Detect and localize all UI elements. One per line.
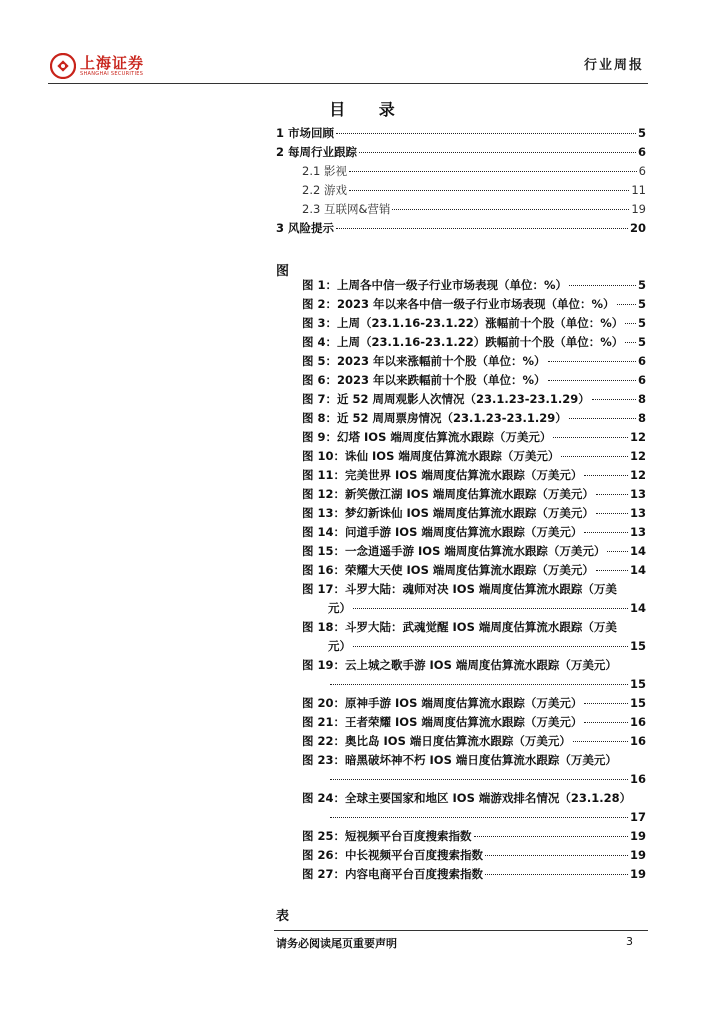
figure-entry[interactable]: 图 9：幻塔 IOS 端周度估算流水跟踪（万美元） 12: [302, 430, 646, 444]
figure-entry[interactable]: 图 6：2023 年以来跌幅前十个股（单位：%） 6: [302, 373, 646, 387]
toc-entry[interactable]: 3 风险提示 20: [276, 221, 646, 235]
figures-heading: 图: [276, 264, 290, 279]
figure-entry[interactable]: 图 1：上周各中信一级子行业市场表现（单位：%） 5: [302, 278, 646, 292]
figure-entry[interactable]: 图 21：王者荣耀 IOS 端周度估算流水跟踪（万美元） 16: [302, 715, 646, 729]
figure-entry[interactable]: 图 26：中长视频平台百度搜索指数 19: [302, 848, 646, 862]
page-number: 3: [626, 935, 633, 948]
figure-entry[interactable]: 图 5：2023 年以来涨幅前十个股（单位：%） 6: [302, 354, 646, 368]
figure-entry[interactable]: 15: [328, 675, 646, 693]
figure-entry[interactable]: 图 2：2023 年以来各中信一级子行业市场表现（单位：%） 5: [302, 297, 646, 311]
figure-entry[interactable]: 图 25：短视频平台百度搜索指数 19: [302, 829, 646, 843]
figure-entry-line1[interactable]: 图 24：全球主要国家和地区 IOS 端游戏排名情况（23.1.28）: [302, 791, 632, 805]
figure-entry[interactable]: 元） 15: [328, 639, 646, 653]
figure-entry[interactable]: 图 12：新笑傲江湖 IOS 端周度估算流水跟踪（万美元） 13: [302, 487, 646, 501]
logo-chinese: 上海证券: [80, 53, 145, 72]
figure-entry[interactable]: 图 10：诛仙 IOS 端周度估算流水跟踪（万美元） 12: [302, 449, 646, 463]
figure-entry[interactable]: 图 7：近 52 周周观影人次情况（23.1.23-23.1.29） 8: [302, 392, 646, 406]
figure-entry[interactable]: 17: [328, 808, 646, 826]
tables-heading: 表: [276, 909, 290, 924]
footer-divider: [274, 930, 648, 931]
figure-entry[interactable]: 图 8：近 52 周周票房情况（23.1.23-23.1.29） 8: [302, 411, 646, 425]
figure-entry[interactable]: 图 3：上周（23.1.16-23.1.22）涨幅前十个股（单位：%） 5: [302, 316, 646, 330]
toc-entry[interactable]: 2.2 游戏 11: [302, 183, 646, 197]
figure-entry[interactable]: 图 22：奥比岛 IOS 端日度估算流水跟踪（万美元） 16: [302, 734, 646, 748]
figure-entry-line1[interactable]: 图 18：斗罗大陆：武魂觉醒 IOS 端周度估算流水跟踪（万美: [302, 620, 617, 634]
figure-entry[interactable]: 图 27：内容电商平台百度搜索指数 19: [302, 867, 646, 881]
toc-entry[interactable]: 1 市场回顾 5: [276, 126, 646, 140]
toc-entry[interactable]: 2.1 影视 6: [302, 164, 646, 178]
figure-entry[interactable]: 元） 14: [328, 601, 646, 615]
logo-english: SHANGHAI SECURITIES: [80, 70, 144, 77]
figure-entry[interactable]: 图 11：完美世界 IOS 端周度估算流水跟踪（万美元） 12: [302, 468, 646, 482]
report-type: 行业周报: [583, 58, 644, 73]
footer-disclaimer: 请务必阅读尾页重要声明: [276, 937, 397, 950]
toc-entry[interactable]: 2 每周行业跟踪 6: [276, 145, 646, 159]
figure-entry[interactable]: 图 14：问道手游 IOS 端周度估算流水跟踪（万美元） 13: [302, 525, 646, 539]
toc-title: 目 录: [329, 100, 409, 119]
figure-entry[interactable]: 图 20：原神手游 IOS 端周度估算流水跟踪（万美元） 15: [302, 696, 646, 710]
figure-entry-line1[interactable]: 图 19：云上城之歌手游 IOS 端周度估算流水跟踪（万美元）: [302, 658, 617, 672]
figure-entry-line1[interactable]: 图 23：暗黑破坏神不朽 IOS 端日度估算流水跟踪（万美元）: [302, 753, 617, 767]
figure-entry[interactable]: 图 13：梦幻新诛仙 IOS 端周度估算流水跟踪（万美元） 13: [302, 506, 646, 520]
figure-entry[interactable]: 图 15：一念逍遥手游 IOS 端周度估算流水跟踪（万美元） 14: [302, 544, 646, 558]
figure-entry[interactable]: 图 4：上周（23.1.16-23.1.22）跌幅前十个股（单位：%） 5: [302, 335, 646, 349]
figure-entry-line1[interactable]: 图 17：斗罗大陆：魂师对决 IOS 端周度估算流水跟踪（万美: [302, 582, 617, 596]
toc-entry[interactable]: 2.3 互联网&营销 19: [302, 202, 646, 216]
figure-entry[interactable]: 图 16：荣耀大天使 IOS 端周度估算流水跟踪（万美元） 14: [302, 563, 646, 577]
figure-entry[interactable]: 16: [328, 770, 646, 788]
